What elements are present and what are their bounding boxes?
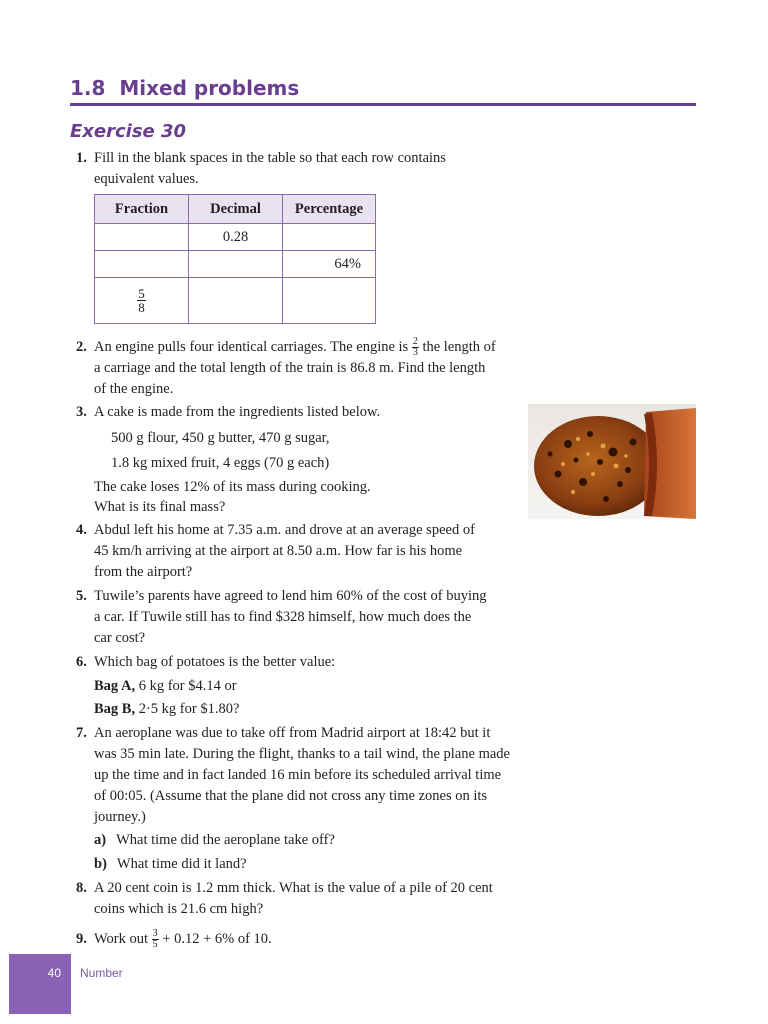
header-decimal: Decimal: [189, 195, 283, 224]
q7-line-4: of 00:05. (Assume that the plane did not cross any time zones on its: [94, 788, 488, 804]
q3-line-4: The cake loses 12% of its mass during cooking.: [94, 479, 371, 495]
q4-line-3: from the airport?: [94, 564, 193, 580]
q8-line-1: A 20 cent coin is 1.2 mm thick. What is the value of a pile of 20 cent: [94, 880, 493, 896]
q7-part-b: b) What time did it land?: [94, 856, 247, 872]
table-row: [95, 224, 376, 251]
q3-line-1: A cake is made from the ingredients listed below.: [94, 404, 381, 420]
q4-line-1: Abdul left his home at 7.35 a.m. and drove at an average speed of: [94, 522, 475, 538]
equivalence-table: [94, 194, 376, 324]
footer-page-tab: [9, 954, 71, 1014]
section-title: [70, 76, 299, 100]
q3-ingredients-1: 500 g flour, 450 g butter, 470 g sugar,: [111, 430, 330, 446]
q8-line-2: coins which is 21.6 cm high?: [94, 901, 264, 917]
cell-decimal-blank[interactable]: [189, 251, 283, 278]
section-number: 1.8: [70, 76, 106, 100]
q2-line-2: a carriage and the total length of the train is 86.8 m. Find the length: [94, 360, 486, 376]
section-rule: [70, 103, 696, 106]
fruit-cake-photo: [528, 404, 696, 519]
q2-line-1: An engine pulls four identical carriages. The engine is $\frac{2}{3}$ the length of: [94, 336, 496, 359]
table-row: [95, 278, 376, 324]
q1-number: 1.: [76, 150, 87, 166]
cell-decimal-value: 0.28: [189, 224, 283, 251]
q6-bag-b: Bag B, 2·5 kg for $1.80?: [94, 701, 240, 717]
q9-line-1: Work out $\frac{3}{5}$ + 0.12 + 6% of 10.: [94, 928, 272, 951]
header-percentage: Percentage: [283, 195, 376, 224]
q5-line-2: a car. If Tuwile still has to find $328 himself, how much does the: [94, 609, 472, 625]
q4-line-2: 45 km/h arriving at the airport at 8.50 a.m. How far is his home: [94, 543, 463, 559]
q6-line-1: Which bag of potatoes is the better value:: [94, 654, 336, 670]
q5-line-1: Tuwile’s parents have agreed to lend him 60% of the cost of buying: [94, 588, 487, 604]
q1-line-2: equivalent values.: [94, 171, 199, 187]
fraction-five-eighths: $\frac{5}{8}$: [138, 286, 145, 315]
table-row: [95, 251, 376, 278]
cell-decimal-blank[interactable]: [189, 278, 283, 324]
q5-line-3: car cost?: [94, 630, 146, 646]
q8-number: 8.: [76, 880, 87, 896]
q5-number: 5.: [76, 588, 87, 604]
section-name: Mixed problems: [119, 76, 300, 100]
q3-number: 3.: [76, 404, 87, 420]
q7-line-1: An aeroplane was due to take off from Madrid airport at 18:42 but it: [94, 725, 491, 741]
cell-percentage-blank[interactable]: [283, 278, 376, 324]
q3-line-5: What is its final mass?: [94, 499, 226, 515]
q7-part-a: a) What time did the aeroplane take off?: [94, 832, 335, 848]
q4-number: 4.: [76, 522, 87, 538]
fruit-cake-image: [528, 404, 696, 519]
q7-line-3: up the time and in fact landed 16 min before its scheduled arrival time: [94, 767, 502, 783]
table-header-row: [95, 195, 376, 224]
q9-number: 9.: [76, 931, 87, 947]
cell-fraction-blank[interactable]: [95, 251, 189, 278]
q7-line-5: journey.): [94, 809, 146, 825]
exercise-title: Exercise 30: [70, 121, 187, 142]
q2-line-3: of the engine.: [94, 381, 174, 397]
fraction-three-fifths: $\frac{3}{5}$: [152, 928, 158, 951]
header-fraction: Fraction: [95, 195, 189, 224]
q6-bag-a: Bag A, 6 kg for $4.14 or: [94, 678, 237, 694]
cell-percentage-value: 64%: [283, 251, 376, 278]
q1-line-1: Fill in the blank spaces in the table so that each row contains: [94, 150, 446, 166]
q3-ingredients-2: 1.8 kg mixed fruit, 4 eggs (70 g each): [111, 455, 330, 471]
q2-number: 2.: [76, 339, 87, 355]
cell-fraction-blank[interactable]: [95, 224, 189, 251]
fraction-two-thirds: $\frac{2}{3}$: [412, 336, 418, 359]
q6-number: 6.: [76, 654, 87, 670]
q7-line-2: was 35 min late. During the flight, thanks to a tail wind, the plane made: [94, 746, 510, 762]
cell-percentage-blank[interactable]: [283, 224, 376, 251]
chapter-label: Number: [80, 966, 123, 980]
page-number: 40: [47, 966, 61, 980]
q7-number: 7.: [76, 725, 87, 741]
cell-fraction-value: [95, 278, 189, 324]
